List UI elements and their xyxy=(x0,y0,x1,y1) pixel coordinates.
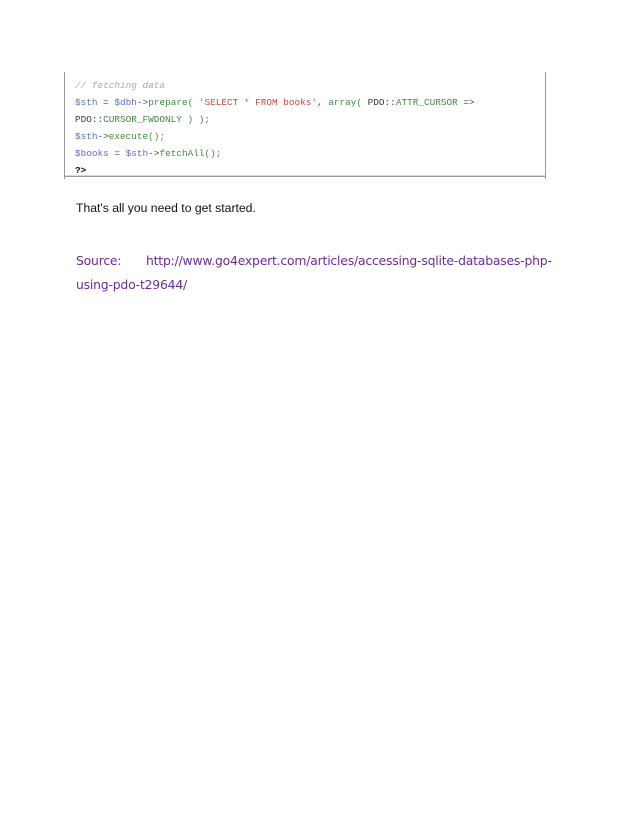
code-op: = xyxy=(108,148,126,159)
code-class: PDO:: xyxy=(75,114,104,125)
source-link[interactable]: http://www.go4expert.com/articles/accessing-sqlite-databases-php-using-pdo-t29644/ xyxy=(76,253,552,292)
code-op: , xyxy=(317,97,329,108)
code-op: -> xyxy=(136,97,149,108)
code-func: array xyxy=(328,97,357,108)
code-op: -> xyxy=(97,131,109,142)
code-func: execute xyxy=(108,131,149,142)
code-var: $sth xyxy=(125,148,149,159)
code-op: => xyxy=(457,97,475,108)
code-var: $books xyxy=(75,148,109,159)
code-const: ATTR_CURSOR xyxy=(395,97,458,108)
code-string: 'SELECT * FROM books' xyxy=(198,97,317,108)
code-const: CURSOR_FWDONLY xyxy=(103,114,182,125)
code-op: = xyxy=(97,97,115,108)
code-func: fetchAll xyxy=(159,148,205,159)
code-block xyxy=(64,72,546,177)
code-var: $sth xyxy=(75,131,98,142)
source-label: Source: xyxy=(76,253,122,268)
code-line-close-tag xyxy=(75,165,86,177)
code-close: (); xyxy=(148,131,166,142)
code-close: (); xyxy=(204,148,222,159)
code-comment: // fetching data xyxy=(75,80,166,91)
code-class: PDO:: xyxy=(367,97,396,108)
code-var: $sth xyxy=(75,97,98,108)
code-line-prepare xyxy=(75,97,475,109)
code-op: -> xyxy=(148,148,160,159)
php-close-tag: ?> xyxy=(75,165,87,176)
code-func: prepare xyxy=(148,97,188,108)
body-paragraph: That's all you need to get started. xyxy=(76,201,256,215)
code-line-comment xyxy=(75,80,165,92)
code-line-execute xyxy=(75,131,165,143)
source-citation xyxy=(76,249,576,297)
code-line-cursor xyxy=(75,114,210,126)
code-var: $dbh xyxy=(114,97,137,108)
code-paren: ( xyxy=(187,97,199,108)
code-paren: ( xyxy=(356,97,368,108)
code-close: ) ); xyxy=(181,114,211,125)
code-line-fetchall xyxy=(75,148,221,160)
